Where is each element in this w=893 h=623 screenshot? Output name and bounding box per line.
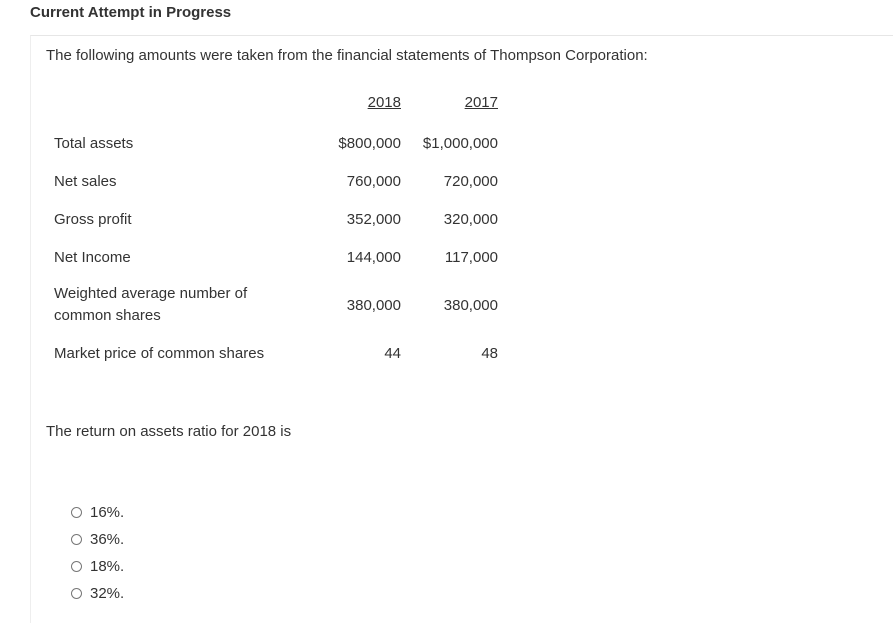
- question-prompt: The return on assets ratio for 2018 is: [46, 423, 292, 440]
- value-2018: 380,000: [346, 296, 401, 314]
- radio-button[interactable]: [71, 561, 82, 572]
- attempt-status-title: Current Attempt in Progress: [30, 4, 232, 21]
- row-label-market-price: Market price of common shares: [54, 344, 265, 362]
- value-2018: 352,000: [346, 210, 401, 228]
- table-row: [46, 238, 498, 276]
- row-label-gross-profit: Gross profit: [54, 210, 132, 228]
- answer-option-36[interactable]: [71, 526, 124, 553]
- table-row: [46, 334, 498, 372]
- row-label-line: Weighted average number of: [54, 285, 248, 302]
- answer-options: [71, 499, 124, 607]
- option-label: 32%.: [90, 585, 125, 602]
- answer-option-32[interactable]: [71, 580, 124, 607]
- radio-button[interactable]: [71, 534, 82, 545]
- value-2018: 44: [384, 344, 401, 362]
- row-label-weighted-shares: [46, 276, 332, 334]
- row-label-line: common shares: [54, 307, 161, 324]
- row-label-net-sales: Net sales: [54, 172, 117, 190]
- table-row: [46, 162, 498, 200]
- option-label: 36%.: [90, 531, 125, 548]
- value-2017: 380,000: [443, 296, 498, 314]
- answer-option-18[interactable]: [71, 553, 124, 580]
- value-2017: $1,000,000: [422, 134, 498, 152]
- value-2017: 117,000: [444, 248, 498, 266]
- column-header-2017: 2017: [464, 94, 498, 111]
- table-row: [46, 124, 498, 162]
- financial-table: [46, 94, 498, 372]
- value-2017: 720,000: [443, 172, 498, 190]
- value-2017: 320,000: [443, 210, 498, 228]
- radio-button[interactable]: [71, 507, 82, 518]
- column-header-2018: 2018: [367, 94, 401, 111]
- problem-intro: The following amounts were taken from the financial statements of Thompson Corporation:: [46, 47, 648, 64]
- option-label: 18%.: [90, 558, 125, 575]
- value-2018: $800,000: [338, 134, 401, 152]
- option-label: 16%.: [90, 504, 125, 521]
- table-row: [46, 200, 498, 238]
- header-blank: [46, 94, 332, 124]
- radio-button[interactable]: [71, 588, 82, 599]
- question-panel: [30, 35, 893, 623]
- answer-option-16[interactable]: [71, 499, 124, 526]
- row-label-net-income: Net Income: [54, 248, 131, 266]
- value-2018: 144,000: [346, 248, 401, 266]
- value-2017: 48: [481, 344, 498, 362]
- value-2018: 760,000: [346, 172, 401, 190]
- table-header-row: [46, 94, 498, 124]
- row-label-total-assets: Total assets: [54, 134, 134, 152]
- table-row: [46, 276, 498, 334]
